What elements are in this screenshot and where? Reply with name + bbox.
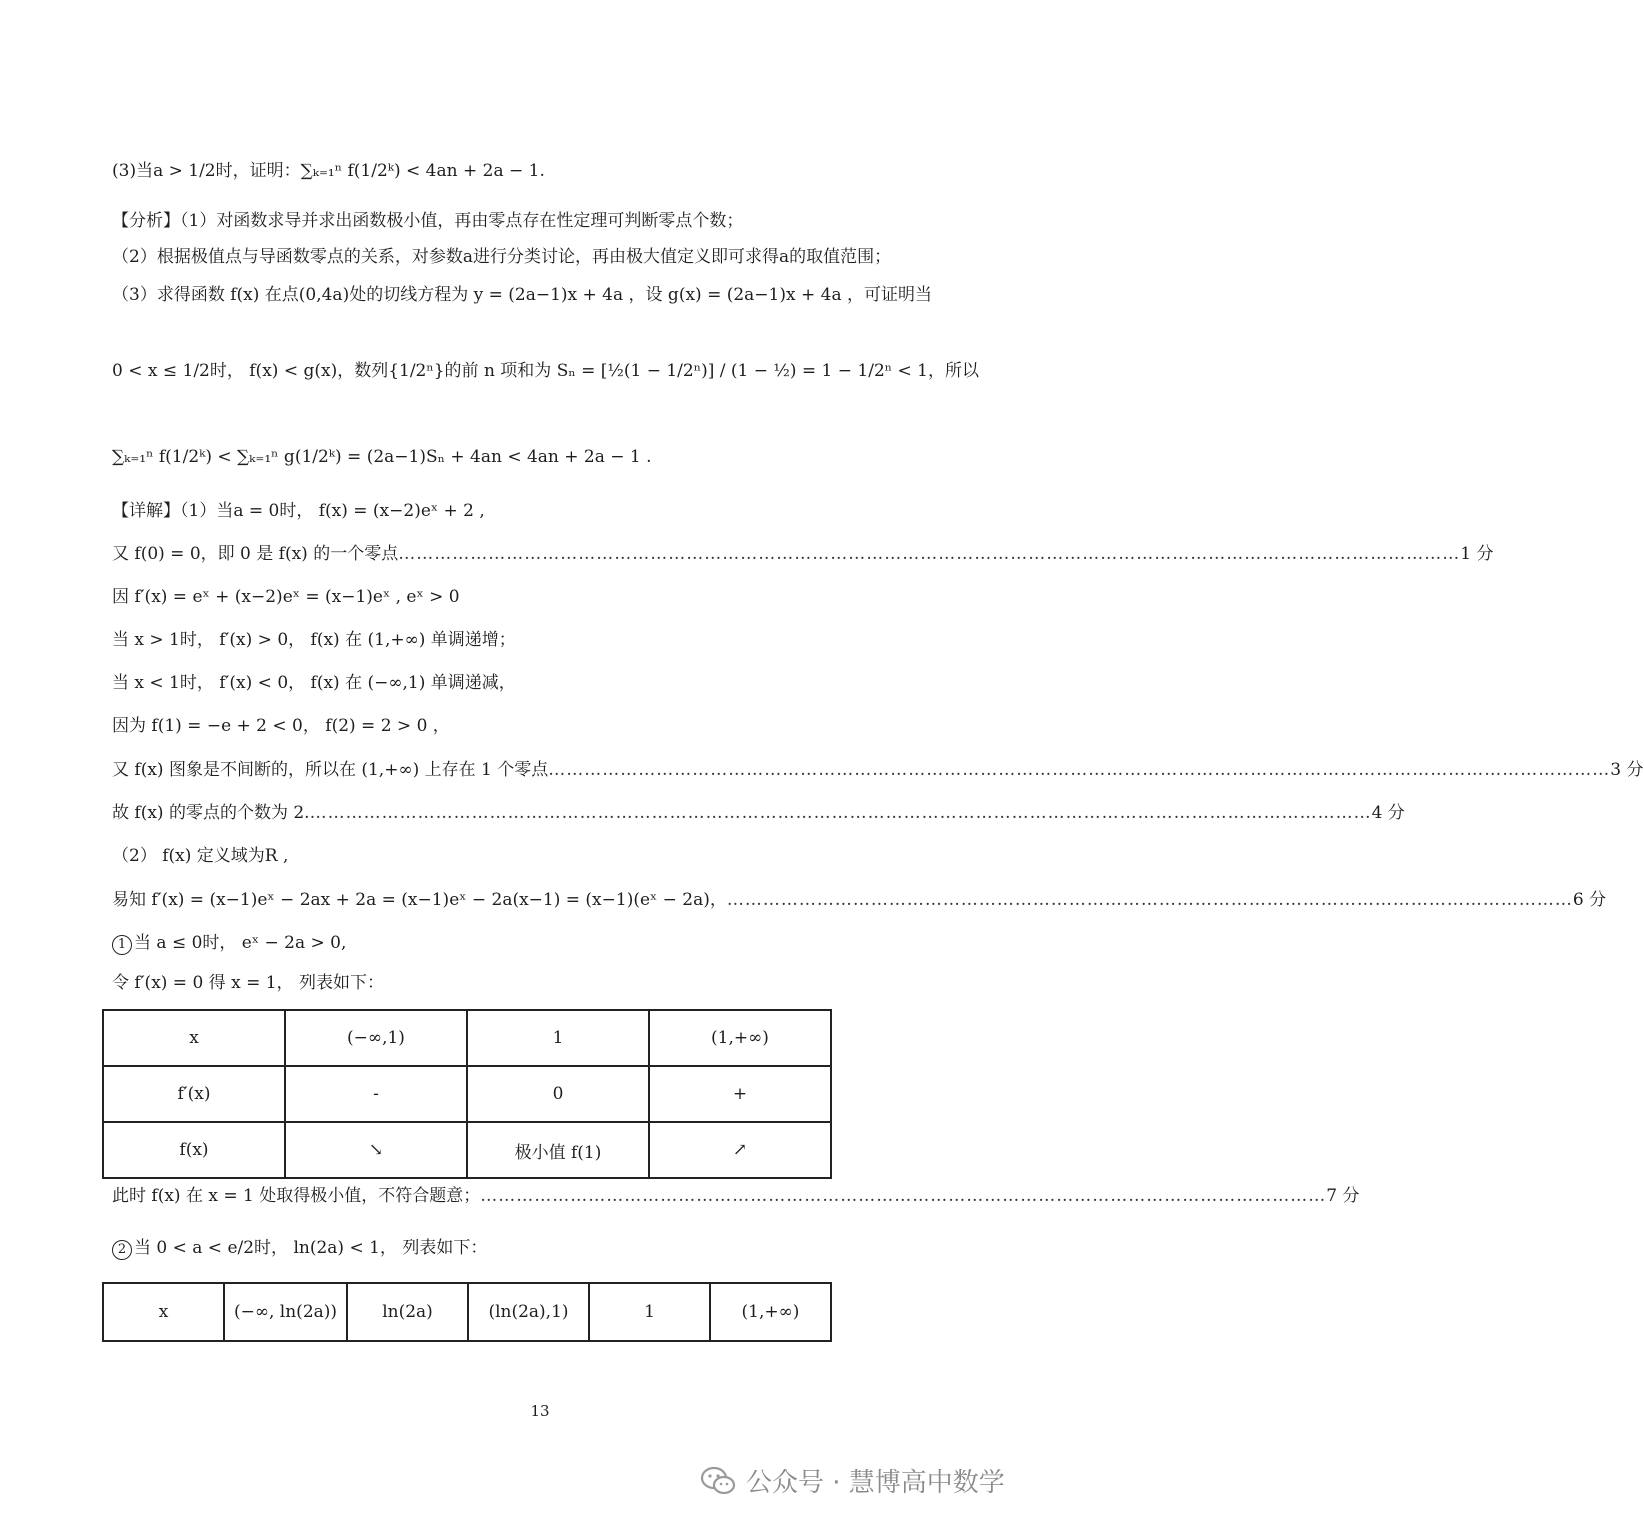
solution-line-zero-point — [112, 543, 1494, 565]
solution-line-continuity — [112, 759, 1644, 781]
leader-dots: …………………………………………………………………………………………………………………………………………………………… — [309, 803, 1372, 823]
problem-part3-statement: (3)当a > 1/2时，证明：∑ₖ₌₁ⁿ f(1/2ᵏ) < 4an + 2a − 1. — [112, 161, 545, 181]
table-cell: 1 — [467, 1010, 649, 1066]
line-text: 易知 f′(x) = (x−1)eˣ − 2ax + 2a = (x−1)eˣ − 2a(x−1) = (x−1)(eˣ − 2a)， — [112, 890, 727, 910]
score-mark: 3 分 — [1610, 760, 1644, 780]
table-cell: (−∞, ln(2a)) — [224, 1283, 347, 1341]
solution-part2-domain: （2） f(x) 定义域为R , — [112, 846, 289, 866]
wechat-icon — [700, 1466, 736, 1496]
leader-dots: …………………………………………………………………………………………………………………………………………………………… — [398, 544, 1461, 564]
case1-text: 当 a ≤ 0时， eˣ − 2a > 0, — [134, 933, 347, 953]
table-cell: (−∞,1) — [285, 1010, 467, 1066]
table-cell: 0 — [467, 1066, 649, 1122]
score-mark: 1 分 — [1460, 544, 1494, 564]
table-cell: ↘ — [285, 1122, 467, 1178]
page-number: 13 — [530, 1402, 550, 1420]
table-cell: + — [649, 1066, 831, 1122]
circle-number: 2 — [112, 1240, 132, 1260]
table-cell: x — [103, 1283, 224, 1341]
table-cell: f(x) — [103, 1122, 285, 1178]
case2-text: 当 0 < a < e/2时， ln(2a) < 1， 列表如下： — [134, 1238, 488, 1258]
solution-decreasing: 当 x < 1时， f′(x) < 0， f(x) 在 (−∞,1) 单调递减， — [112, 673, 516, 693]
score-mark: 7 分 — [1326, 1186, 1360, 1206]
leader-dots: …………………………………………………………………………………………………………………………… — [480, 1186, 1327, 1206]
case1-list-intro: 令 f′(x) = 0 得 x = 1， 列表如下： — [112, 973, 384, 993]
table-cell: x — [103, 1010, 285, 1066]
solution-part1-start: 【详解】（1）当a = 0时， f(x) = (x−2)eˣ + 2 , — [112, 501, 485, 521]
table-cell: (1,+∞) — [710, 1283, 831, 1341]
leader-dots: …………………………………………………………………………………………………………………………… — [726, 890, 1573, 910]
table-cell: f′(x) — [103, 1066, 285, 1122]
solution-line-case1-conclusion — [112, 1185, 1360, 1207]
table-cell: (ln(2a),1) — [468, 1283, 589, 1341]
table-cell: (1,+∞) — [649, 1010, 831, 1066]
leader-dots: …………………………………………………………………………………………………………………………………………………………… — [548, 760, 1611, 780]
table-cell: 1 — [589, 1283, 710, 1341]
table-cell: ln(2a) — [347, 1283, 468, 1341]
table-cell: ↗ — [649, 1122, 831, 1178]
line-text: 故 f(x) 的零点的个数为 2. — [112, 803, 310, 823]
analysis-part2: （2）根据极值点与导函数零点的关系，对参数a进行分类讨论，再由极大值定义即可求得a的取值范围； — [112, 247, 892, 267]
analysis-part3-inequality: ∑ₖ₌₁ⁿ f(1/2ᵏ) < ∑ₖ₌₁ⁿ g(1/2ᵏ) = (2a−1)Sₙ + 4an < 4an + 2a − 1 . — [112, 447, 652, 467]
analysis-part3: （3）求得函数 f(x) 在点(0,4a)处的切线方程为 y = (2a−1)x + 4a ，设 g(x) = (2a−1)x + 4a ，可证明当 — [112, 285, 932, 305]
watermark — [700, 1462, 1005, 1499]
solution-values: 因为 f(1) = −e + 2 < 0， f(2) = 2 > 0 ， — [112, 716, 450, 736]
solution-line-count — [112, 802, 1405, 824]
score-mark: 4 分 — [1371, 803, 1405, 823]
case1-condition — [112, 932, 346, 955]
line-text: 又 f(x) 图象是不间断的，所以在 (1,+∞) 上存在 1 个零点 — [112, 760, 549, 780]
table-cell: - — [285, 1066, 467, 1122]
line-text: 此时 f(x) 在 x = 1 处取得极小值，不符合题意； — [112, 1186, 481, 1206]
analysis-part1: 【分析】（1）对函数求导并求出函数极小值，再由零点存在性定理可判断零点个数； — [112, 211, 744, 231]
table-cell: 极小值 f(1) — [467, 1122, 649, 1178]
solution-derivative: 因 f′(x) = eˣ + (x−2)eˣ = (x−1)eˣ , eˣ > 0 — [112, 587, 460, 607]
case2-condition — [112, 1237, 487, 1260]
solution-line-factor — [112, 889, 1607, 911]
solution-increasing: 当 x > 1时， f′(x) > 0， f(x) 在 (1,+∞) 单调递增； — [112, 630, 516, 650]
monotonicity-table-1 — [102, 1009, 832, 1179]
watermark-text: 公众号 · 慧博高中数学 — [746, 1468, 1005, 1498]
monotonicity-table-2 — [102, 1282, 832, 1342]
score-mark: 6 分 — [1572, 890, 1607, 910]
line-text: 又 f(0) = 0，即 0 是 f(x) 的一个零点 — [112, 544, 399, 564]
analysis-part3-sum: 0 < x ≤ 1/2时， f(x) < g(x)，数列{1/2ⁿ}的前 n 项和为 Sₙ = [½(1 − 1/2ⁿ)] / (1 − ½) = 1 − 1/2ⁿ < 1，所以 — [112, 361, 979, 381]
circle-number: 1 — [112, 935, 132, 955]
